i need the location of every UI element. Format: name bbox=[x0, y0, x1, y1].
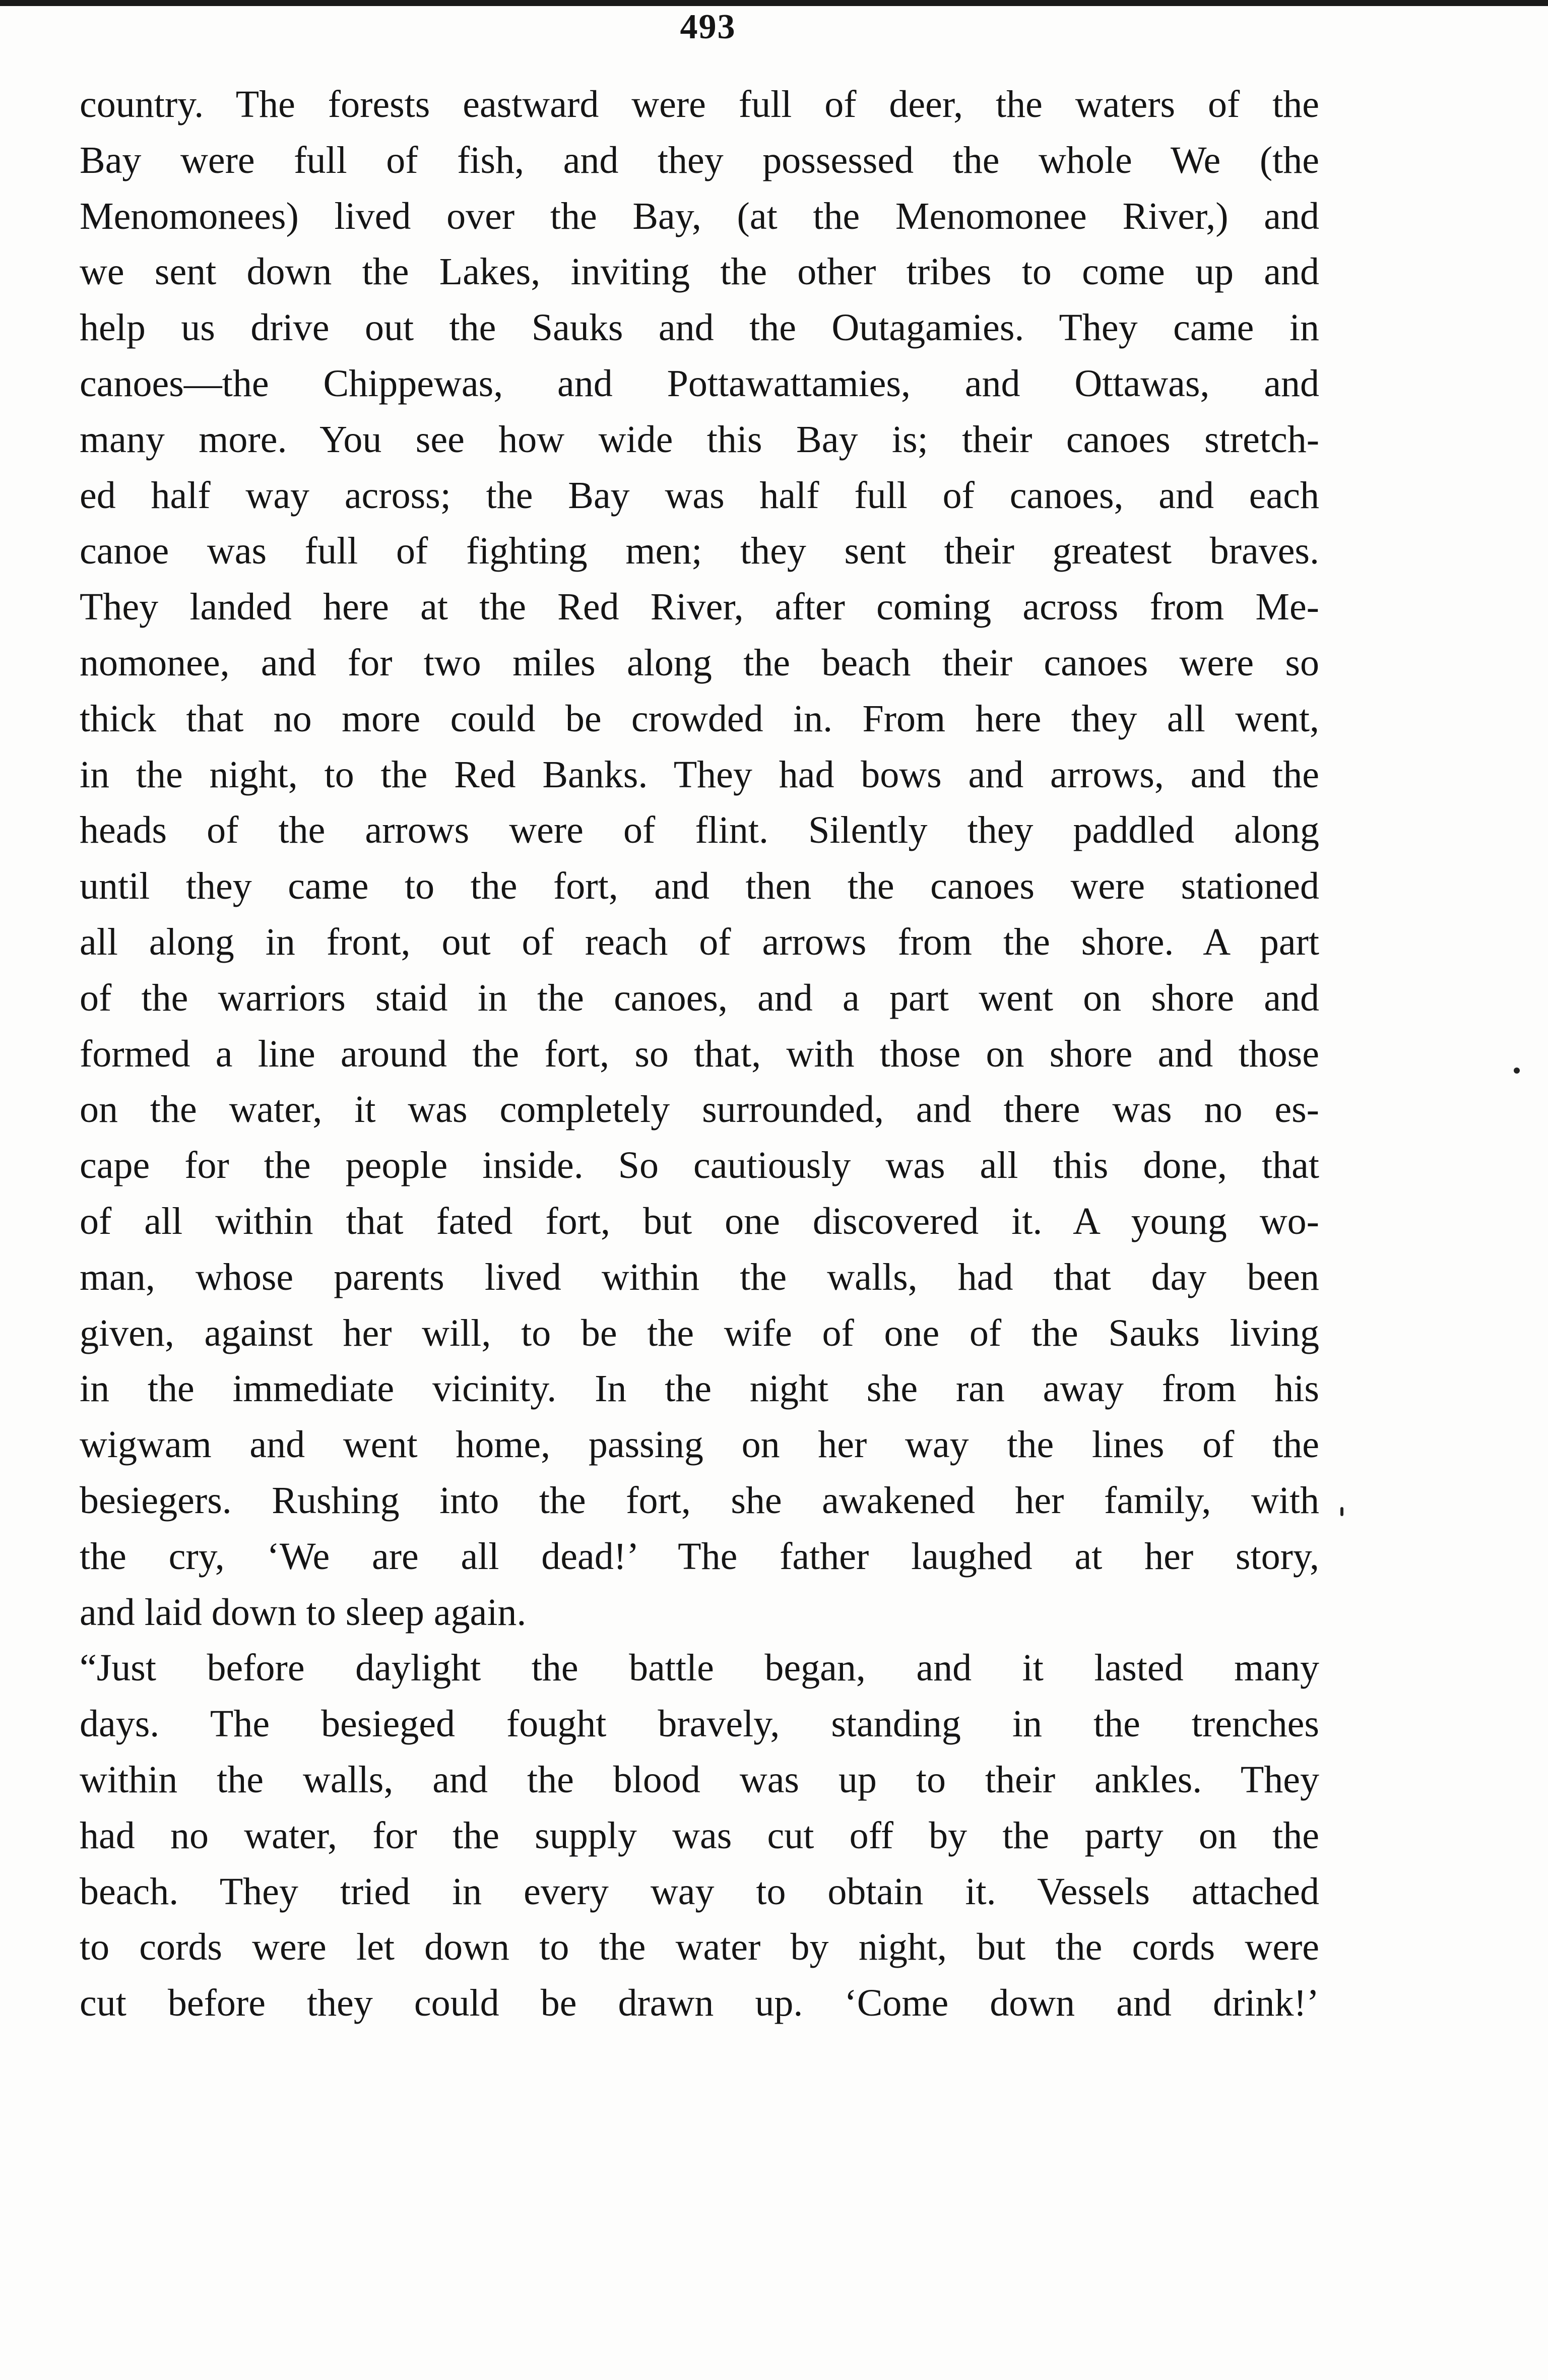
text-line: thick that no more could be crowded in. From here they all went, bbox=[80, 697, 1319, 740]
text-line: ed half way across; the Bay was half full of canoes, and each bbox=[80, 474, 1319, 517]
text-line: all along in front, out of reach of arrows from the shore. A part bbox=[80, 920, 1319, 963]
text-line: They landed here at the Red River, after coming across from Me- bbox=[80, 586, 1319, 629]
ink-speck bbox=[1514, 1068, 1520, 1074]
text-line: on the water, it was completely surrounded, and there was no es- bbox=[80, 1088, 1319, 1131]
text-line: wigwam and went home, passing on her way the lines of the bbox=[80, 1423, 1319, 1466]
text-line: help us drive out the Sauks and the Outagamies. They came in bbox=[80, 306, 1319, 349]
text-line: in the immediate vicinity. In the night she ran away from his bbox=[80, 1367, 1319, 1410]
text-line: the cry, ‘We are all dead!’ The father laughed at her story, bbox=[80, 1535, 1319, 1578]
page-top-edge bbox=[0, 0, 1548, 6]
text-line: cut before they could be drawn up. ‘Come down and drink!’ bbox=[80, 1982, 1319, 2025]
text-line: many more. You see how wide this Bay is; their canoes stretch- bbox=[80, 418, 1319, 461]
text-line: man, whose parents lived within the walls, had that day been bbox=[80, 1256, 1319, 1298]
text-line: days. The besieged fought bravely, standing in the trenches bbox=[80, 1703, 1319, 1745]
text-line: formed a line around the fort, so that, with those on shore and those bbox=[80, 1032, 1319, 1075]
text-line: given, against her will, to be the wife of one of the Sauks living bbox=[80, 1311, 1319, 1354]
text-line: of the warriors staid in the canoes, and a part went on shore and bbox=[80, 976, 1319, 1019]
text-line: heads of the arrows were of flint. Silently they paddled along bbox=[80, 809, 1319, 852]
text-line: we sent down the Lakes, inviting the other tribes to come up and bbox=[80, 250, 1319, 293]
text-line: in the night, to the Red Banks. They had bows and arrows, and the bbox=[80, 753, 1319, 796]
text-line: had no water, for the supply was cut off by the party on the bbox=[80, 1814, 1319, 1857]
text-line: canoes—the Chippewas, and Pottawattamies, and Ottawas, and bbox=[80, 362, 1319, 405]
text-line: country. The forests eastward were full of deer, the waters of the bbox=[80, 83, 1319, 126]
text-line: canoe was full of fighting men; they sent their greatest braves. bbox=[80, 530, 1319, 573]
text-line: “Just before daylight the battle began, and it lasted many bbox=[80, 1647, 1319, 1689]
text-line: and laid down to sleep again. bbox=[80, 1591, 527, 1634]
text-line: to cords were let down to the water by night, but the cords were bbox=[80, 1926, 1319, 1969]
ink-speck bbox=[1340, 1507, 1343, 1516]
page-number: 493 bbox=[680, 8, 736, 46]
text-line: until they came to the fort, and then the canoes were stationed bbox=[80, 865, 1319, 908]
text-line: cape for the people inside. So cautiously was all this done, that bbox=[80, 1144, 1319, 1187]
body-text bbox=[80, 77, 1319, 2031]
text-line: beach. They tried in every way to obtain it. Vessels attached bbox=[80, 1870, 1319, 1913]
text-line: within the walls, and the blood was up to their ankles. They bbox=[80, 1758, 1319, 1801]
text-line: besiegers. Rushing into the fort, she awakened her family, with bbox=[80, 1479, 1319, 1522]
text-line: Menomonees) lived over the Bay, (at the Menomonee River,) and bbox=[80, 195, 1319, 237]
text-line: Bay were full of fish, and they possessed the whole We (the bbox=[80, 139, 1319, 181]
text-line: of all within that fated fort, but one discovered it. A young wo- bbox=[80, 1200, 1319, 1242]
text-line: nomonee, and for two miles along the beach their canoes were so bbox=[80, 641, 1319, 684]
